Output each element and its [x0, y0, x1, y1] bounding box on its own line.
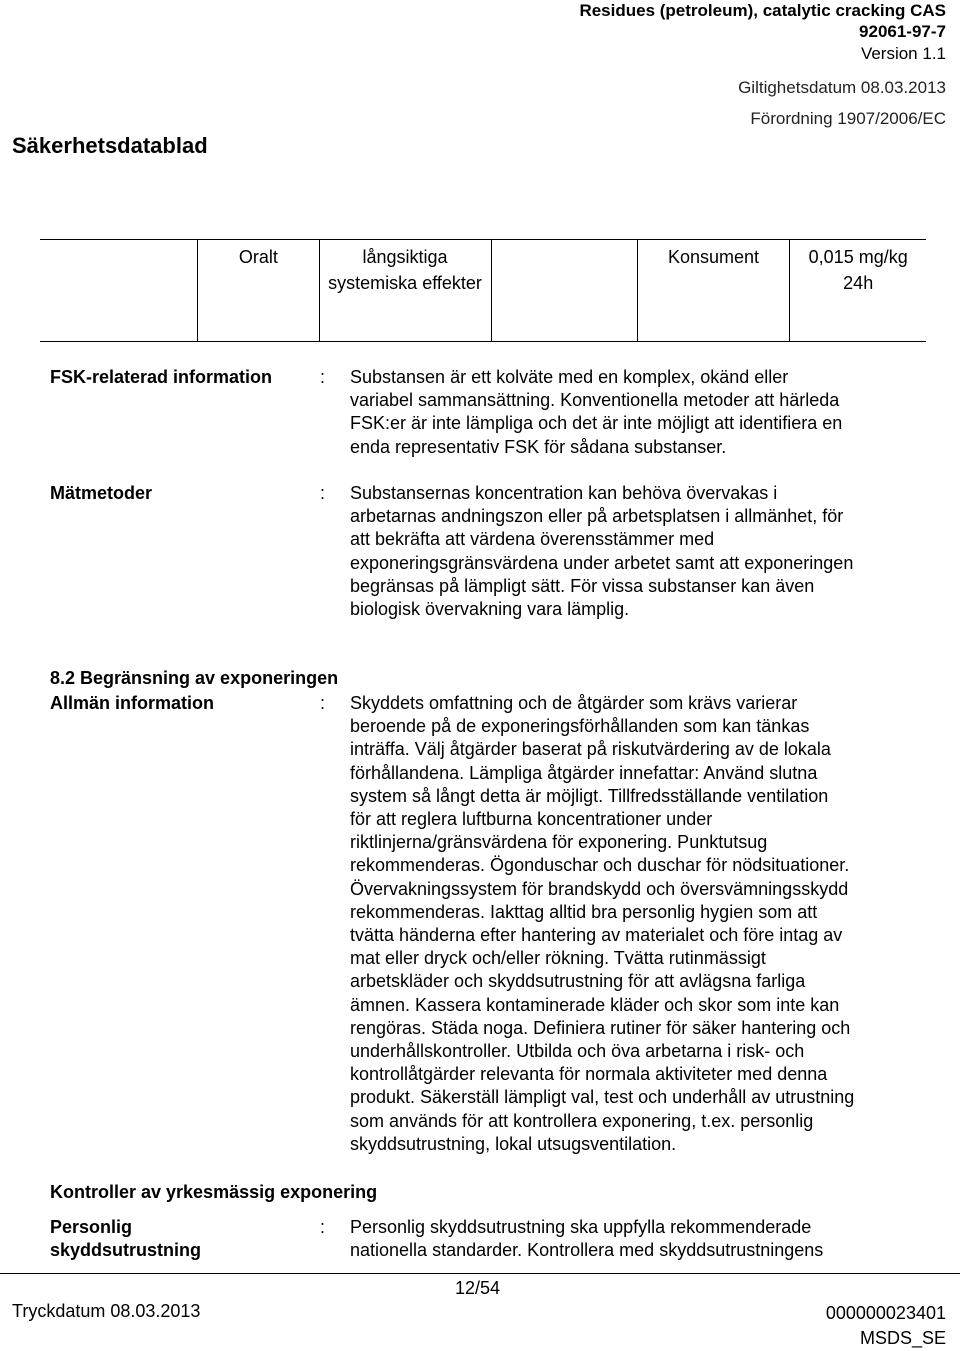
- table-cell-route: Oralt: [198, 240, 319, 342]
- validity-date: Giltighetsdatum 08.03.2013: [738, 78, 946, 97]
- footer-doc-info: [826, 1301, 946, 1351]
- print-date: Tryckdatum 08.03.2013: [12, 1301, 201, 1321]
- general-info-text: Skyddets omfattning och de åtgärder som krävs varierar beroende på de exponeringsförhållanden som kan tänkas inträffa. Välj åtgärder baserat på riskutvärdering av de lokala förhållandena. Lämpliga åtgärder innefattar: Använd slutna system så långt detta är möjligt. Tillfredsställande ventilation för att reglera luftburna koncentrationer under riktlinjerna/gränsvärdena för exponering. Punktutsug rekommenderas. Ögonduschar och duschar för nödsituationer. Övervakningssystem för brandskydd och översvämningsskydd rekommenderas. Iakttag alltid bra personlig hygien som att tvätta händerna efter hantering av materialet och före intag av mat eller dryck och/eller rökning. Tvätta rutinmässigt arbetskläder och skyddsutrustning för att avlägsna farliga ämnen. Kassera kontaminerade kläder och skor som inte kan rengöras. Städa noga. Definiera rutiner för säker hantering och underhållskontroller. Utbilda och öva arbetarna i risk- och kontrollåtgärder relevanta för normala aktiviteter med denna produkt. Säkerställ lämpligt val, test och underhåll av utrustning som används för att kontrollera exponering, t.ex. personlig skyddsutrustning, lokal utsugsventilation.: [350, 693, 855, 1154]
- product-name: Residues (petroleum), catalytic cracking CAS: [579, 1, 946, 20]
- colon: :: [320, 483, 326, 503]
- general-info-label: Allmän information: [50, 693, 215, 713]
- page-number: 12/54: [455, 1278, 501, 1298]
- table-cell: [491, 240, 637, 342]
- methods-text: Substansernas koncentration kan behöva övervakas i arbetarnas andningszon eller på arbetsplatsen i allmänhet, för att bekräfta att värdena överensstämmer med exponeringsgränsvärdena under arbetet samt att exponeringen begränsas på lämpligt sätt. För vissa substanser kan även biologisk övervakning vara lämplig.: [350, 483, 854, 620]
- doc-number: 000000023401: [825, 1303, 946, 1323]
- regulation: Förordning 1907/2006/EC: [750, 109, 946, 128]
- ppe-text: Personlig skyddsutrustning ska uppfylla rekommenderade nationella standarder. Kontrollera med skyddsutrustningens: [350, 1217, 824, 1261]
- pnec-label: FSK-relaterad information: [50, 367, 273, 387]
- pnec-text: Substansen är ett kolväte med en komplex, okänd eller variabel sammansättning. Konventionella metoder att härleda FSK:er är inte lämpliga och det är inte möjligt att identifiera en enda representativ FSK för sådana substanser.: [350, 367, 843, 457]
- colon: :: [320, 367, 326, 387]
- colon: :: [320, 1217, 326, 1237]
- footer-divider: [0, 1273, 960, 1274]
- table-row: [40, 240, 926, 342]
- table-cell: [40, 240, 198, 342]
- document-title: Säkerhetsdatablad: [12, 133, 208, 158]
- section-heading: 8.2 Begränsning av exponeringen: [50, 668, 339, 688]
- doc-type: MSDS_SE: [859, 1328, 946, 1348]
- colon: :: [320, 693, 326, 713]
- dnel-table: [40, 239, 926, 342]
- occupational-heading: Kontroller av yrkesmässig exponering: [50, 1182, 378, 1202]
- version: Version 1.1: [860, 44, 946, 63]
- cas-number: 92061-97-7: [859, 22, 946, 41]
- table-cell-population: Konsument: [637, 240, 790, 342]
- methods-label: Mätmetoder: [50, 483, 153, 503]
- table-cell-effect: långsiktiga systemiska effekter: [319, 240, 491, 342]
- table-cell-value: 0,015 mg/kg 24h: [790, 240, 926, 342]
- ppe-label: Personlig skyddsutrustning: [50, 1217, 202, 1260]
